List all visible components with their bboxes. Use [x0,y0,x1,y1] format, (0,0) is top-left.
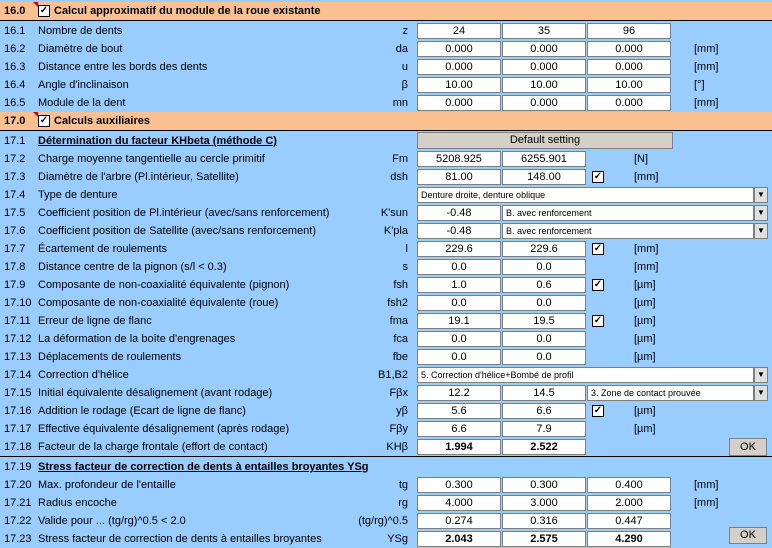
row-num: 16.4 [4,79,26,91]
row-label: Initial équivalente désalignement (avant rodage) [38,387,273,399]
unit-label: [mm] [694,479,719,491]
row-label: Distance centre de la pignon (s/l < 0.3) [38,261,227,273]
unit-label: [mm] [694,497,719,509]
value-input[interactable]: 1.0 [417,277,501,293]
row-num: 17.17 [4,423,32,435]
unit-label: [mm] [694,97,719,109]
value-input[interactable]: 3.000 [502,495,586,511]
chevron-down-icon[interactable]: ▼ [754,205,768,221]
row-label: Facteur de la charge frontale (effort de contact) [38,441,268,453]
row-symbol: u [401,61,408,73]
row-symbol: l [405,243,408,255]
row-17-16 [0,402,772,420]
row-num: 16.3 [4,61,26,73]
row-17-21 [0,494,772,512]
ok-button[interactable]: OK [729,527,767,544]
comment-marker [33,2,38,7]
row-17-10 [0,294,772,312]
value-input[interactable]: 0.274 [417,513,501,529]
ksun-dropdown[interactable]: B. avec renforcement [502,205,754,221]
value-input[interactable]: 5.6 [417,403,501,419]
chevron-down-icon[interactable]: ▼ [754,187,768,203]
row-label: La déformation de la boîte d'engrenages [38,333,236,345]
row-17-13 [0,348,772,366]
row-symbol: fbe [392,351,408,363]
row-label: Radius encoche [38,497,117,509]
row-symbol: Fβy [389,423,408,435]
row-17-14 [0,366,772,384]
row-symbol: z [402,25,408,37]
row-label: Addition le rodage (Ecart de ligne de flanc) [38,405,246,417]
unit-label: [mm] [694,43,719,55]
row-16-2 [0,40,772,58]
row-num: 17.14 [4,369,32,381]
row-17-15 [0,384,772,402]
section-title: Calcul approximatif du module de la roue existante [54,5,321,17]
row-num: 17.4 [4,189,26,201]
unit-label: [mm] [634,243,659,255]
value-input[interactable]: 0.000 [417,59,501,75]
value-input[interactable]: 0.000 [417,41,501,57]
row-symbol: B1,B2 [378,369,408,381]
section-17-checkbox[interactable]: ✓ [39,115,49,126]
row-num: 16.5 [4,97,26,109]
section-num: 17.0 [4,115,26,127]
row-num: 17.22 [4,515,32,527]
row-17-6 [0,222,772,240]
row-17-20 [0,476,772,494]
value-input[interactable]: 6255.901 [502,151,586,167]
row-17-2 [0,150,772,168]
row-label: Composante de non-coaxialité équivalente (roue) [38,297,279,309]
unit-label: [µm] [634,351,656,363]
unit-label: [mm] [694,61,719,73]
value-input[interactable]: 35 [502,23,586,39]
row-symbol: β [401,79,408,91]
value-input[interactable]: 14.5 [502,385,586,401]
row-symbol: YSg [387,533,408,545]
row-num: 17.21 [4,497,32,509]
row-checkbox[interactable]: ✓ [593,243,603,254]
section-16-header [0,2,772,20]
comment-marker [33,112,38,117]
row-num: 16.2 [4,43,26,55]
row-symbol: mn [392,97,408,109]
row-checkbox[interactable]: ✓ [593,279,603,290]
section-title: Calculs auxiliaires [54,115,150,127]
value-input[interactable]: 96 [587,23,671,39]
value-input[interactable]: 0.0 [417,295,501,311]
value-input[interactable]: 0.6 [502,277,586,293]
row-label: Détermination du facteur KHbeta (méthode C) [38,135,277,147]
row-17-17 [0,420,772,438]
value-input[interactable]: 0.300 [502,477,586,493]
row-num: 17.10 [4,297,32,309]
row-label: Composante de non-coaxialité équivalente (pignon) [38,279,290,291]
contact-zone-dropdown[interactable]: 3. Zone de contact prouvée [587,385,754,401]
row-symbol: Fm [392,153,408,165]
row-label: Angle d'inclinaison [38,79,129,91]
denture-type-dropdown[interactable]: Denture droite, denture oblique [417,187,754,203]
value-input[interactable]: 2.000 [587,495,671,511]
row-16-1 [0,22,772,40]
row-symbol: tg [398,479,408,491]
row-symbol: fsh [393,279,408,291]
row-num: 17.5 [4,207,26,219]
value-input[interactable]: 0.0 [417,331,501,347]
row-num: 17.6 [4,225,26,237]
row-symbol: fsh2 [387,297,408,309]
row-17-18 [0,438,772,456]
value-input[interactable]: 0.000 [587,95,671,111]
value-input[interactable]: 0.000 [587,59,671,75]
row-num: 17.8 [4,261,26,273]
value-input[interactable]: 10.00 [587,77,671,93]
value-input[interactable]: 24 [417,23,501,39]
row-num: 17.15 [4,387,32,399]
row-16-5 [0,94,772,112]
row-label: Déplacements de roulements [38,351,182,363]
value-input[interactable]: 0.000 [587,41,671,57]
chevron-down-icon[interactable]: ▼ [754,367,768,383]
row-symbol: K'pla [383,225,408,237]
value-input[interactable]: 5208.925 [417,151,501,167]
row-checkbox[interactable]: ✓ [593,405,603,416]
row-symbol: (tg/rg)^0.5 [358,515,408,527]
row-symbol: Fβx [389,387,408,399]
row-17-11 [0,312,772,330]
unit-label: [µm] [634,423,656,435]
row-17-9 [0,276,772,294]
unit-label: [mm] [634,261,659,273]
row-17-23 [0,530,772,548]
row-label: Écartement de roulements [38,243,168,255]
value-input[interactable]: 0.316 [502,513,586,529]
value-input[interactable]: 4.000 [417,495,501,511]
row-label: Max. profondeur de l'entaille [38,479,176,491]
row-num: 17.11 [4,315,31,327]
value-output: 2.522 [502,439,586,455]
row-num: 17.16 [4,405,32,417]
row-label: Correction d'hélice [38,369,129,381]
chevron-down-icon[interactable]: ▼ [754,385,768,401]
row-num: 17.23 [4,533,32,545]
value-input[interactable]: 0.0 [502,259,586,275]
value-input[interactable]: 0.400 [587,477,671,493]
value-input[interactable]: 0.447 [587,513,671,529]
unit-label: [N] [634,153,649,165]
ok-button[interactable]: OK [729,438,767,456]
row-label: Distance entre les bords des dents [38,61,208,73]
value-input[interactable]: 148.00 [502,169,586,185]
row-17-4 [0,186,772,204]
chevron-down-icon[interactable]: ▼ [754,223,768,239]
value-output: 2.043 [417,531,501,547]
value-input[interactable]: 0.0 [502,349,586,365]
row-17-19 [0,458,772,476]
row-num: 17.9 [4,279,26,291]
row-label: Nombre de dents [38,25,123,37]
row-num: 16.1 [4,25,26,37]
row-label: Stress facteur de correction de dents à entailles broyantes YSg [38,461,369,473]
row-symbol: fma [389,315,408,327]
value-input[interactable]: 229.6 [417,241,501,257]
row-num: 17.18 [4,441,32,453]
row-num: 17.1 [4,135,26,147]
row-label: Stress facteur de correction de dents à entailles broyantes [38,533,322,545]
row-label: Coefficient position de Satellite (avec/sans renforcement) [38,225,316,237]
row-num: 17.19 [4,461,32,473]
value-input[interactable]: 0.000 [502,59,586,75]
row-17-12 [0,330,772,348]
row-17-1 [0,132,772,150]
row-label: Charge moyenne tangentielle au cercle primitif [38,153,265,165]
section-16-checkbox[interactable]: ✓ [39,5,49,16]
row-label: Erreur de ligne de flanc [38,315,152,327]
row-16-3 [0,58,772,76]
value-input[interactable]: 0.0 [417,259,501,275]
row-symbol: s [402,261,408,273]
unit-label: [µm] [634,315,656,327]
row-num: 17.3 [4,171,26,183]
kpla-dropdown[interactable]: B. avec renforcement [502,223,754,239]
value-input[interactable]: 6.6 [417,421,501,437]
value-input[interactable]: 19.5 [502,313,586,329]
value-input[interactable]: 0.000 [417,95,501,111]
value-input[interactable]: 19.1 [417,313,501,329]
row-symbol: K'sun [380,207,408,219]
value-input[interactable]: 0.000 [502,41,586,57]
value-input[interactable]: -0.48 [417,223,501,239]
value-input[interactable]: 0.300 [417,477,501,493]
row-17-7 [0,240,772,258]
value-input[interactable]: 229.6 [502,241,586,257]
row-symbol: da [395,43,408,55]
row-num: 17.13 [4,351,32,363]
row-17-22 [0,512,772,530]
value-input[interactable]: 0.0 [502,331,586,347]
helix-correction-dropdown[interactable]: 5. Correction d'hélice+Bombé de profil [417,367,754,383]
unit-label: [°] [694,79,705,91]
row-label: Type de denture [38,189,118,201]
row-label: Module de la dent [38,97,126,109]
section-num: 16.0 [4,5,26,17]
row-label: Effective équivalente désalignement (après rodage) [38,423,290,435]
value-input[interactable]: 6.6 [502,403,586,419]
row-label: Diamètre de l'arbre (Pl.intérieur, Satellite) [38,171,239,183]
value-output: 2.575 [502,531,586,547]
row-symbol: rg [398,497,408,509]
value-input[interactable]: 7.9 [502,421,586,437]
unit-label: [µm] [634,333,656,345]
row-num: 17.20 [4,479,32,491]
row-16-4 [0,76,772,94]
value-input[interactable]: 81.00 [417,169,501,185]
value-input[interactable]: 12.2 [417,385,501,401]
row-num: 17.2 [4,153,26,165]
value-input[interactable]: -0.48 [417,205,501,221]
row-num: 17.12 [4,333,32,345]
value-input[interactable]: 0.0 [502,295,586,311]
unit-label: [µm] [634,297,656,309]
default-setting-button[interactable]: Default setting [417,132,673,149]
row-17-3 [0,168,772,186]
value-input[interactable]: 0.000 [502,95,586,111]
row-num: 17.7 [4,243,26,255]
row-label: Coefficient position de Pl.intérieur (avec/sans renforcement) [38,207,330,219]
row-symbol: KHβ [386,441,408,453]
row-symbol: yβ [396,405,408,417]
row-checkbox[interactable]: ✓ [593,315,603,326]
value-input[interactable]: 10.00 [417,77,501,93]
value-input[interactable]: 10.00 [502,77,586,93]
row-label: Diamètre de bout [38,43,123,55]
value-output: 4.290 [587,531,671,547]
value-output: 1.994 [417,439,501,455]
unit-label: [mm] [634,171,659,183]
row-symbol: dsh [390,171,408,183]
row-17-8 [0,258,772,276]
value-input[interactable]: 0.0 [417,349,501,365]
row-checkbox[interactable]: ✓ [593,171,603,182]
section-17-header [0,112,772,130]
unit-label: [µm] [634,405,656,417]
unit-label: [µm] [634,279,656,291]
row-label: Valide pour ... (tg/rg)^0.5 < 2.0 [38,515,186,527]
row-symbol: fca [393,333,408,345]
row-17-5 [0,204,772,222]
